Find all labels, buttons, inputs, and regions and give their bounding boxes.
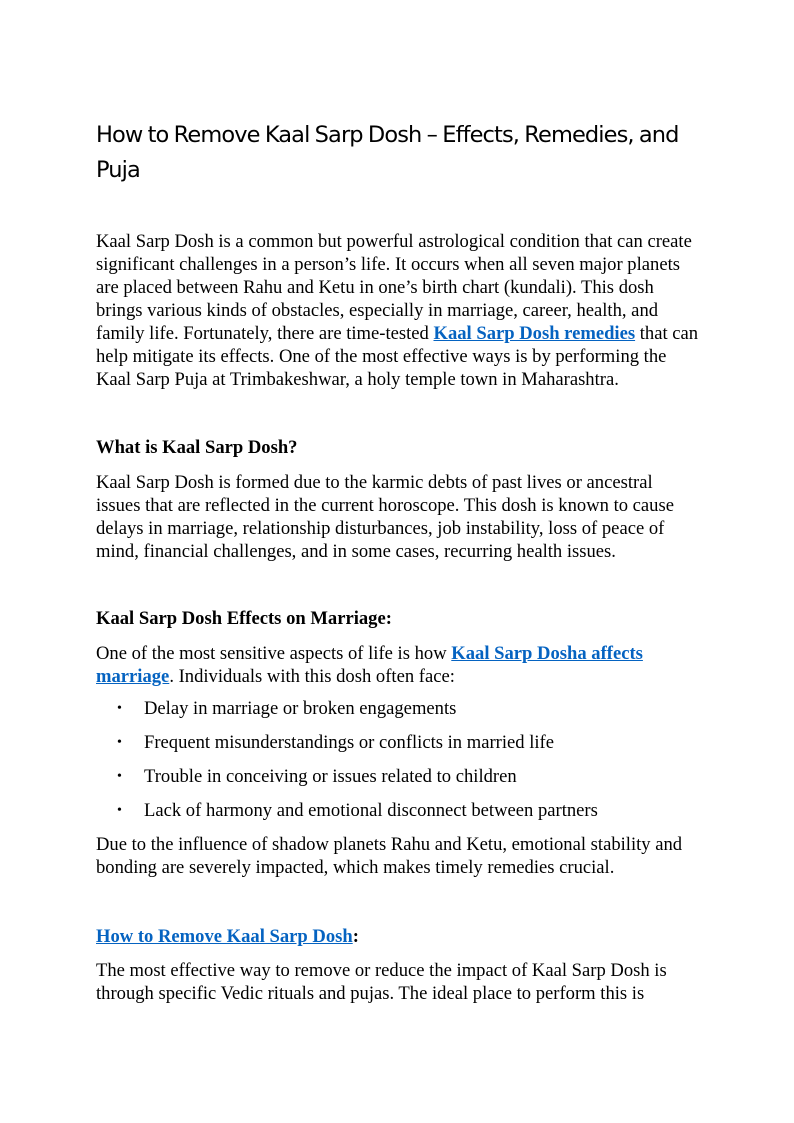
kaal-sarp-dosha-affects-marriage-link[interactable]: Kaal Sarp Dosha affects marriage xyxy=(96,643,643,687)
bullet-icon: • xyxy=(117,701,122,716)
intro-text-end: that can help mitigate its effects. One of the most effective ways is by performing the Kaal Sarp Puja at Trimbakeshwar, a holy temple town in Maharashtra. xyxy=(96,323,699,390)
marriage-intro-end: . Individuals with this dosh often face: xyxy=(169,666,455,687)
marriage-effects-list xyxy=(96,697,700,833)
list-item: • Delay in marriage or broken engagements xyxy=(117,698,457,719)
list-item: • Lack of harmony and emotional disconnect between partners xyxy=(117,800,598,821)
how-to-remove-heading xyxy=(96,925,700,948)
intro-paragraph xyxy=(96,230,700,391)
bullet-icon: • xyxy=(117,803,122,818)
marriage-intro-start: One of the most sensitive aspects of life is how xyxy=(96,643,452,664)
intro-text-start: Kaal Sarp Dosh is a common but powerful astrological condition that can create significant challenges in a person’s life. It occurs when all seven major planets are placed between Rahu and Ketu in one’s birth chart (kundali). This dosh brings various kinds of obstacles, especially in marriage, career, health, and family life. Fortunately, there are time-tested xyxy=(96,231,692,344)
what-is-paragraph: Kaal Sarp Dosh is formed due to the karmic debts of past lives or ancestral issues that are reflected in the current horoscope. This dosh is known to cause delays in marriage, relationship disturbances, job instability, loss of peace of mind, financial challenges, and in some cases, recurring health issues. xyxy=(96,472,674,562)
document-title: How to Remove Kaal Sarp Dosh – Effects, Remedies, and Puja xyxy=(96,122,679,183)
list-item: • Trouble in conceiving or issues related to children xyxy=(117,766,517,787)
list-item: • Frequent misunderstandings or conflicts in married life xyxy=(117,732,554,753)
marriage-closing-paragraph: Due to the influence of shadow planets Rahu and Ketu, emotional stability and bonding are severely impacted, which makes timely remedies crucial. xyxy=(96,834,683,878)
marriage-intro-paragraph xyxy=(96,642,700,688)
heading-colon: : xyxy=(352,926,359,947)
what-is-heading: What is Kaal Sarp Dosh? xyxy=(96,437,298,458)
marriage-effects-heading: Kaal Sarp Dosh Effects on Marriage: xyxy=(96,608,392,629)
how-to-remove-paragraph: The most effective way to remove or reduce the impact of Kaal Sarp Dosh is through specific Vedic rituals and pujas. The ideal place to perform this is xyxy=(96,960,667,1004)
how-to-remove-link[interactable]: How to Remove Kaal Sarp Dosh xyxy=(96,926,353,947)
bullet-icon: • xyxy=(117,769,122,784)
kaal-sarp-dosh-remedies-link[interactable]: Kaal Sarp Dosh remedies xyxy=(433,323,636,344)
bullet-icon: • xyxy=(117,735,122,750)
